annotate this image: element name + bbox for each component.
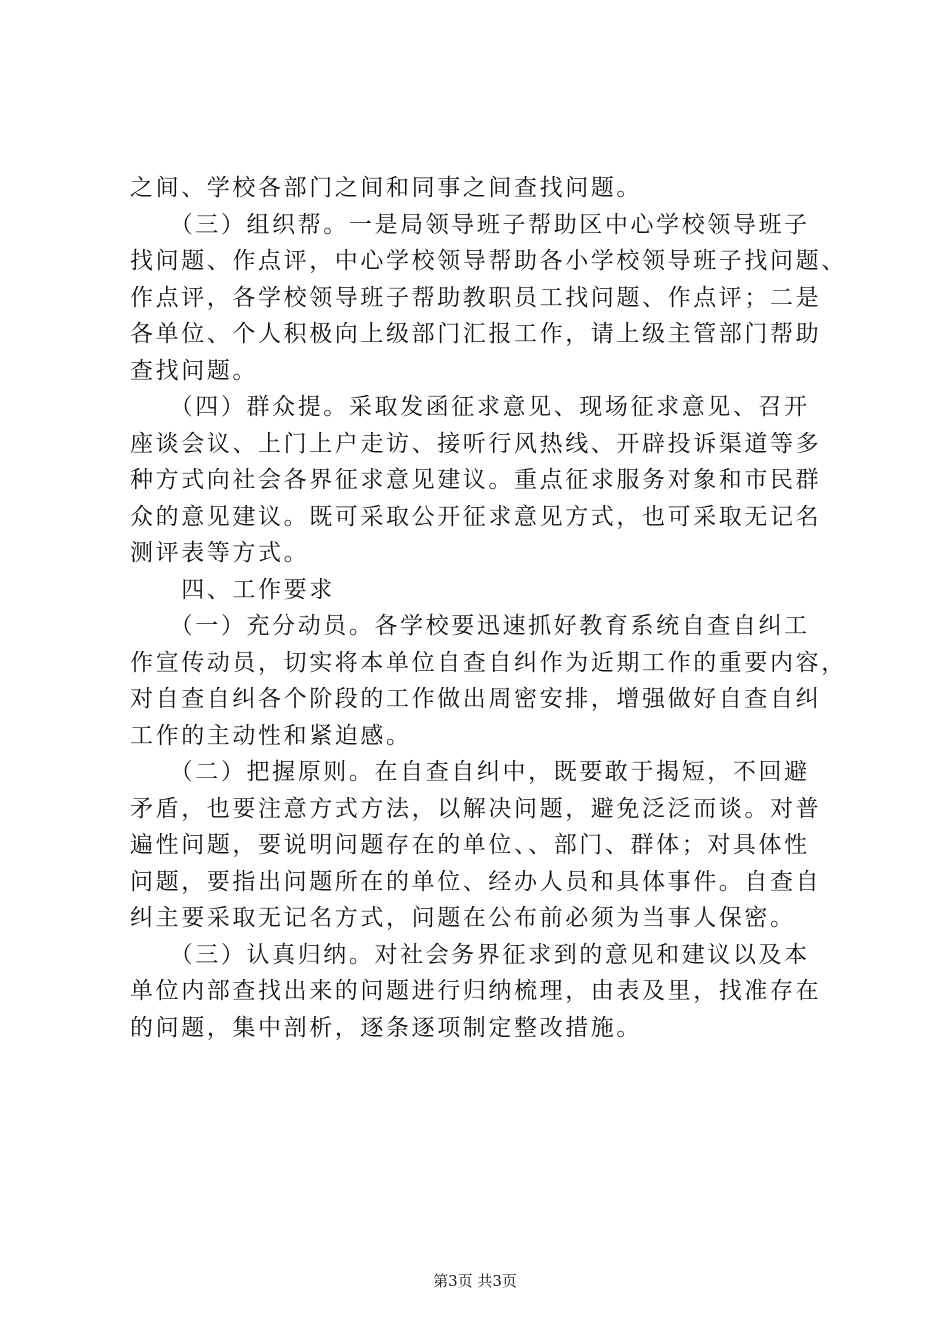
text-line: （四）群众提。采取发函征求意见、现场征求意见、召开 [130, 394, 810, 420]
document-body [130, 170, 847, 1046]
text-line: 纠主要采取无记名方式，问题在公布前必须为当事人保密。 [130, 905, 796, 931]
text-line: （三）认真归纳。对社会务界征求到的意见和建议以及本 [130, 941, 810, 968]
text-line: 各单位、个人积极向上级部门汇报工作，请上级主管部门帮助 [130, 321, 822, 347]
text-line: 工作的主动性和紧迫感。 [130, 722, 412, 749]
text-line: （二）把握原则。在自查自纠中，既要敢于揭短，不回避 [130, 759, 810, 785]
text-line: 众的意见建议。既可采取公开征求意见方式，也可采取无记名 [130, 503, 822, 530]
text-line: 单位内部查找出来的问题进行归纳梳理，由表及里，找准存在 [130, 978, 822, 1004]
section-heading: 四、工作要求 [130, 576, 335, 603]
page-number-footer: 第3页 共3页 [433, 1272, 517, 1290]
text-line: 之间、学校各部门之间和同事之间查找问题。 [130, 175, 642, 201]
text-line: 矛盾，也要注意方式方法，以解决问题，避免泛泛而谈。对普 [130, 795, 822, 822]
text-line: 作点评，各学校领导班子帮助教职员工找问题、作点评；二是 [130, 284, 822, 311]
text-line: 座谈会议、上门上户走访、接听行风热线、开辟投诉渠道等多 [130, 430, 822, 457]
text-line: （一）充分动员。各学校要迅速抓好教育系统自查自纠工 [130, 613, 810, 639]
text-line: 测评表等方式。 [130, 540, 310, 566]
text-line: 查找问题。 [130, 357, 258, 384]
text-line: 问题，要指出问题所在的单位、经办人员和具体事件。自查自 [130, 868, 822, 895]
text-line: 的问题，集中剖析，逐条逐项制定整改措施。 [130, 1014, 642, 1041]
text-line: 种方式向社会各界征求意见建议。重点征求服务对象和市民群 [130, 467, 822, 493]
text-line: 对自查自纠各个阶段的工作做出周密安排，增强做好自查自纠 [130, 686, 822, 712]
text-line: 遍性问题，要说明问题存在的单位、、部门、群体；对具体性 [130, 832, 810, 858]
text-line: （三）组织帮。一是局领导班子帮助区中心学校领导班子 [130, 211, 810, 238]
text-line: 找问题、作点评，中心学校领导帮助各小学校领导班子找问题、 [130, 248, 847, 274]
text-line: 作宣传动员，切实将本单位自查自纠作为近期工作的重要内容， [130, 649, 847, 676]
